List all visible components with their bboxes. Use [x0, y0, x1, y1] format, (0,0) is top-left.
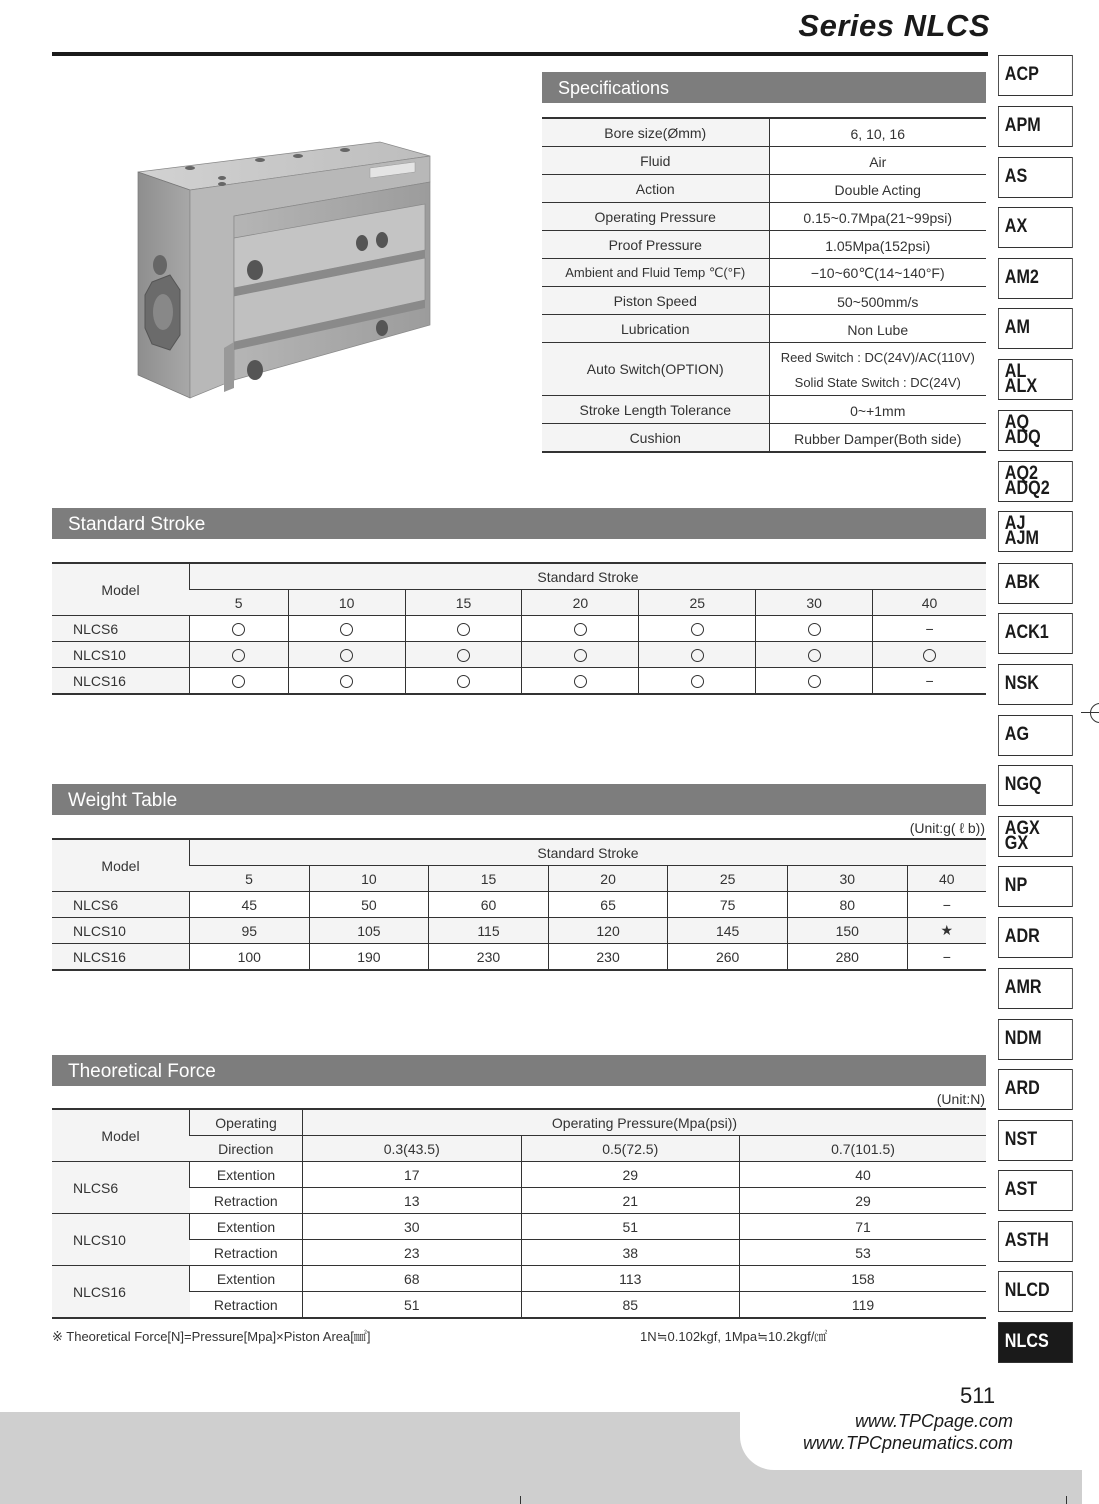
side-tab-al[interactable]	[998, 359, 1073, 400]
model-cell: NLCS10	[52, 1214, 190, 1266]
available-circle-icon	[923, 649, 936, 662]
side-tab-label: ALX	[1004, 376, 1038, 397]
value-cell	[639, 668, 756, 695]
table-row	[52, 892, 986, 918]
side-tab-am2[interactable]	[998, 258, 1073, 299]
value-cell	[639, 642, 756, 668]
specifications-header: Specifications	[542, 72, 986, 103]
force-value-cell: 68	[303, 1266, 522, 1292]
value-cell: 50	[309, 892, 429, 918]
weight-unit: (Unit:g( ℓ b))	[909, 820, 985, 836]
direction-cell: Retraction	[190, 1188, 303, 1214]
side-tab-label: AJ	[1004, 513, 1026, 534]
value-cell: 260	[668, 944, 788, 971]
direction-header-line2: Direction	[190, 1136, 303, 1162]
table-row	[52, 944, 986, 971]
spec-key: Stroke Length Tolerance	[542, 396, 769, 424]
force-value-cell: 113	[521, 1266, 740, 1292]
footer-tick	[520, 1496, 521, 1504]
available-circle-icon	[232, 649, 245, 662]
spec-row	[542, 396, 986, 424]
pressure-group-header: Operating Pressure(Mpa(psi))	[303, 1109, 987, 1136]
spec-key: Lubrication	[542, 315, 769, 343]
value-cell	[190, 642, 289, 668]
available-circle-icon	[574, 675, 587, 688]
side-tab-label: NDM	[1004, 1028, 1042, 1049]
side-tab-adr[interactable]	[998, 917, 1073, 958]
spec-key: Action	[542, 175, 769, 203]
available-circle-icon	[574, 623, 587, 636]
table-row	[52, 1266, 986, 1292]
model-header: Model	[52, 1109, 190, 1162]
spec-row	[542, 259, 986, 287]
model-cell: NLCS16	[52, 668, 190, 695]
force-value-cell: 158	[740, 1266, 987, 1292]
side-tab-label: AX	[1004, 216, 1028, 237]
theoretical-force-header: Theoretical Force	[52, 1055, 986, 1086]
side-tab-label: APM	[1004, 115, 1041, 136]
series-title: Series NLCS	[798, 8, 990, 43]
model-cell: NLCS16	[52, 1266, 190, 1319]
spec-row	[542, 315, 986, 343]
side-tab-ard[interactable]	[998, 1069, 1073, 1110]
stroke-header-cell: 10	[309, 866, 429, 892]
available-circle-icon	[340, 623, 353, 636]
table-row	[52, 1240, 986, 1266]
force-value-cell: 29	[521, 1162, 740, 1188]
value-cell: 150	[787, 918, 907, 944]
spec-row	[542, 203, 986, 231]
side-tab-abk[interactable]	[998, 563, 1073, 604]
weight-table-header: Weight Table	[52, 784, 986, 815]
top-rule	[52, 52, 988, 56]
side-tab-label: NGQ	[1004, 774, 1042, 795]
spec-value-line: Solid State Switch : DC(24V)	[794, 375, 961, 390]
stroke-header-row	[52, 590, 986, 616]
tab-marker-circle	[1090, 703, 1099, 723]
side-tab-label: AM	[1004, 317, 1030, 338]
spec-value: 0.15~0.7Mpa(21~99psi)	[769, 203, 986, 231]
side-tab-label: AL	[1004, 361, 1027, 382]
side-tab-label: AM2	[1004, 267, 1039, 288]
stroke-group-header: Standard Stroke	[190, 839, 987, 866]
product-image	[130, 130, 440, 410]
side-tab-asth[interactable]	[998, 1221, 1073, 1262]
side-tab-label: ARD	[1004, 1078, 1040, 1099]
spec-key: Bore size(Ømm)	[542, 118, 769, 147]
value-cell	[288, 616, 405, 642]
stroke-header-cell: 25	[639, 590, 756, 616]
value-cell: 230	[429, 944, 549, 971]
spec-value-line: Reed Switch : DC(24V)/AC(110V)	[780, 350, 975, 365]
side-tab-label: NLCS	[1004, 1331, 1049, 1352]
stroke-header-cell: 5	[190, 866, 310, 892]
available-circle-icon	[457, 649, 470, 662]
website-link-tpcpneumatics[interactable]: www.TPCpneumatics.com	[802, 1433, 1013, 1453]
side-tab-label: ASTH	[1004, 1230, 1049, 1251]
spec-key: Operating Pressure	[542, 203, 769, 231]
available-circle-icon	[457, 675, 470, 688]
stroke-header-row	[52, 866, 986, 892]
model-cell: NLCS6	[52, 616, 190, 642]
stroke-group-header: Standard Stroke	[190, 563, 987, 590]
spec-value	[769, 343, 986, 396]
spec-row	[542, 287, 986, 315]
value-cell	[873, 642, 986, 668]
available-circle-icon	[232, 623, 245, 636]
spec-row	[542, 175, 986, 203]
available-circle-icon	[574, 649, 587, 662]
value-cell	[190, 668, 289, 695]
value-cell	[405, 642, 522, 668]
value-cell: 145	[668, 918, 788, 944]
value-cell: −	[907, 944, 986, 971]
table-row	[52, 1292, 986, 1319]
table-row	[52, 616, 986, 642]
stroke-header-cell: 15	[429, 866, 549, 892]
spec-value: Double Acting	[769, 175, 986, 203]
side-tab-ndm[interactable]	[998, 1019, 1073, 1060]
value-cell	[405, 668, 522, 695]
side-tab-label: AMR	[1004, 977, 1042, 998]
side-tab-label: AGX	[1004, 818, 1040, 839]
stroke-header-cell: 15	[405, 590, 522, 616]
value-cell	[756, 642, 873, 668]
side-tab-label: NLCD	[1004, 1280, 1050, 1301]
side-tab-aj[interactable]	[998, 511, 1073, 552]
stroke-header-cell: 40	[907, 866, 986, 892]
table-row	[52, 668, 986, 695]
force-value-cell: 13	[303, 1188, 522, 1214]
available-circle-icon	[691, 675, 704, 688]
direction-cell: Extention	[190, 1162, 303, 1188]
direction-cell: Extention	[190, 1214, 303, 1240]
direction-cell: Retraction	[213, 1296, 278, 1313]
force-value-cell: 85	[521, 1292, 740, 1319]
model-header: Model	[52, 563, 190, 616]
side-tab-label: ABK	[1004, 572, 1040, 593]
spec-key: Proof Pressure	[542, 231, 769, 259]
side-tab-label: ACP	[1004, 64, 1039, 85]
value-cell: −	[873, 616, 986, 642]
value-cell	[522, 668, 639, 695]
table-row	[52, 642, 986, 668]
side-tab-np[interactable]	[998, 866, 1073, 907]
spec-key: Cushion	[542, 424, 769, 453]
value-cell	[288, 668, 405, 695]
available-circle-icon	[340, 649, 353, 662]
value-cell: 120	[548, 918, 668, 944]
value-cell	[756, 668, 873, 695]
side-tab-label: ACK1	[1004, 622, 1049, 643]
page-number: 511	[960, 1383, 996, 1408]
table-row	[52, 1162, 986, 1188]
force-value-cell: 53	[740, 1240, 987, 1266]
standard-stroke-header: Standard Stroke	[52, 508, 986, 539]
value-cell: 60	[429, 892, 549, 918]
side-tab-apm[interactable]	[998, 106, 1073, 147]
spec-value: Air	[769, 147, 986, 175]
spec-value: Rubber Damper(Both side)	[769, 424, 986, 453]
website-link-tpcpage[interactable]: www.TPCpage.com	[854, 1411, 1013, 1431]
side-tab-label: AS	[1004, 166, 1028, 187]
pressure-header-row	[52, 1136, 986, 1162]
side-tab-label: ADR	[1004, 926, 1040, 947]
force-value-cell: 30	[303, 1214, 522, 1240]
value-cell	[288, 642, 405, 668]
model-cell: NLCS10	[52, 918, 190, 944]
side-tab-label: GX	[1004, 833, 1029, 854]
side-tab-nst[interactable]	[998, 1120, 1073, 1161]
value-cell: 65	[548, 892, 668, 918]
force-value-cell: 23	[303, 1240, 522, 1266]
force-unit: (Unit:N)	[936, 1091, 985, 1107]
spec-key: Ambient and Fluid Temp ℃(°F)	[542, 259, 769, 287]
table-row	[52, 918, 986, 944]
value-cell: 230	[548, 944, 668, 971]
side-tab-label: NST	[1004, 1129, 1038, 1150]
pressure-header-cell: 0.7(101.5)	[740, 1136, 987, 1162]
spec-key: Auto Switch(OPTION)	[542, 343, 769, 396]
header-row	[52, 563, 986, 590]
force-value-cell: 51	[521, 1214, 740, 1240]
value-cell: 45	[190, 892, 310, 918]
stroke-header-cell: 25	[668, 866, 788, 892]
spec-key: Piston Speed	[542, 287, 769, 315]
spec-value: 6, 10, 16	[769, 118, 986, 147]
force-value-cell: 29	[740, 1188, 987, 1214]
side-tab-aq[interactable]	[998, 410, 1073, 451]
stroke-header-cell: 40	[873, 590, 986, 616]
force-value-cell: 21	[521, 1188, 740, 1214]
header-row	[52, 839, 986, 866]
model-cell: NLCS16	[52, 944, 190, 971]
force-value-cell: 40	[740, 1162, 987, 1188]
value-cell	[190, 616, 289, 642]
value-cell	[405, 616, 522, 642]
spec-value: Non Lube	[769, 315, 986, 343]
stroke-header-cell: 5	[190, 590, 289, 616]
value-cell: ★	[907, 918, 986, 944]
side-tab-label: AJM	[1004, 528, 1039, 549]
spec-value: 50~500mm/s	[769, 287, 986, 315]
stroke-header-cell: 10	[288, 590, 405, 616]
value-cell	[756, 616, 873, 642]
available-circle-icon	[691, 649, 704, 662]
value-cell: 80	[787, 892, 907, 918]
side-tab-nlcd[interactable]	[998, 1271, 1073, 1312]
table-row	[52, 1214, 986, 1240]
specifications-table	[542, 117, 986, 453]
value-cell: −	[873, 668, 986, 695]
side-tab-amr[interactable]	[998, 968, 1073, 1009]
available-circle-icon	[808, 675, 821, 688]
side-tab-label: AG	[1004, 724, 1030, 745]
spec-value: 1.05Mpa(152psi)	[769, 231, 986, 259]
spec-row	[542, 147, 986, 175]
value-cell: 75	[668, 892, 788, 918]
value-cell: −	[907, 892, 986, 918]
force-value-cell: 38	[521, 1240, 740, 1266]
spec-row	[542, 231, 986, 259]
value-cell: 115	[429, 918, 549, 944]
available-circle-icon	[808, 649, 821, 662]
direction-header-line1: Operating	[190, 1109, 303, 1136]
spec-row	[542, 118, 986, 147]
side-tab-label: AQ2	[1004, 463, 1039, 484]
spec-row	[542, 343, 986, 396]
side-tab-label: NSK	[1004, 673, 1039, 694]
force-value-cell: 51	[303, 1292, 522, 1319]
stroke-header-cell: 20	[548, 866, 668, 892]
side-tab-as[interactable]	[998, 157, 1073, 198]
pressure-header-cell: 0.5(72.5)	[521, 1136, 740, 1162]
side-tab-ast[interactable]	[998, 1170, 1073, 1211]
side-tab-agx[interactable]	[998, 816, 1073, 857]
force-value-cell: 119	[740, 1292, 987, 1319]
value-cell	[522, 616, 639, 642]
value-cell: 280	[787, 944, 907, 971]
side-tab-aq2[interactable]	[998, 461, 1073, 502]
value-cell: 105	[309, 918, 429, 944]
stroke-header-cell: 30	[756, 590, 873, 616]
header-row	[52, 1109, 986, 1136]
side-tab-label: AQ	[1004, 412, 1030, 433]
standard-stroke-table	[52, 562, 986, 695]
stroke-header-cell: 20	[522, 590, 639, 616]
footer-tick	[1066, 1496, 1067, 1504]
side-tab-ax[interactable]	[998, 207, 1073, 248]
value-cell: 190	[309, 944, 429, 971]
direction-cell: Retraction	[190, 1240, 303, 1266]
unit-conversion-note: 1N≒0.102kgf, 1Mpa≒10.2kgf/㎠	[640, 1329, 828, 1344]
side-tab-label: ADQ2	[1004, 478, 1050, 499]
spec-key: Fluid	[542, 147, 769, 175]
side-tab-label: NP	[1004, 875, 1028, 896]
side-tab-ag[interactable]	[998, 715, 1073, 756]
value-cell: 95	[190, 918, 310, 944]
model-cell: NLCS6	[52, 892, 190, 918]
value-cell	[639, 616, 756, 642]
spec-value: −10~60℃(14~140°F)	[769, 259, 986, 287]
side-tab-label: AST	[1004, 1179, 1038, 1200]
table-row	[52, 1188, 986, 1214]
side-tab-nsk[interactable]	[998, 664, 1073, 705]
value-cell	[522, 642, 639, 668]
available-circle-icon	[457, 623, 470, 636]
side-tab-ack1[interactable]	[998, 613, 1073, 654]
force-value-cell: 17	[303, 1162, 522, 1188]
side-tab-label: ADQ	[1004, 427, 1041, 448]
value-cell: 100	[190, 944, 310, 971]
side-tab-ngq[interactable]	[998, 765, 1073, 806]
available-circle-icon	[340, 675, 353, 688]
force-formula-note: ※ Theoretical Force[N]=Pressure[Mpa]×Piston Area[㎟]	[52, 1329, 371, 1344]
model-cell: NLCS6	[52, 1162, 190, 1214]
available-circle-icon	[691, 623, 704, 636]
spec-row	[542, 424, 986, 453]
model-cell: NLCS10	[52, 642, 190, 668]
theoretical-force-table	[52, 1108, 986, 1319]
available-circle-icon	[808, 623, 821, 636]
direction-cell: Extention	[190, 1266, 303, 1292]
force-value-cell: 71	[740, 1214, 987, 1240]
side-tab-acp[interactable]	[998, 55, 1073, 96]
side-tab-am[interactable]	[998, 308, 1073, 349]
side-tab-nlcs[interactable]	[998, 1322, 1073, 1363]
spec-value: 0~+1mm	[769, 396, 986, 424]
available-circle-icon	[232, 675, 245, 688]
model-header: Model	[52, 839, 190, 892]
weight-table	[52, 838, 986, 971]
pressure-header-cell: 0.3(43.5)	[303, 1136, 522, 1162]
stroke-header-cell: 30	[787, 866, 907, 892]
